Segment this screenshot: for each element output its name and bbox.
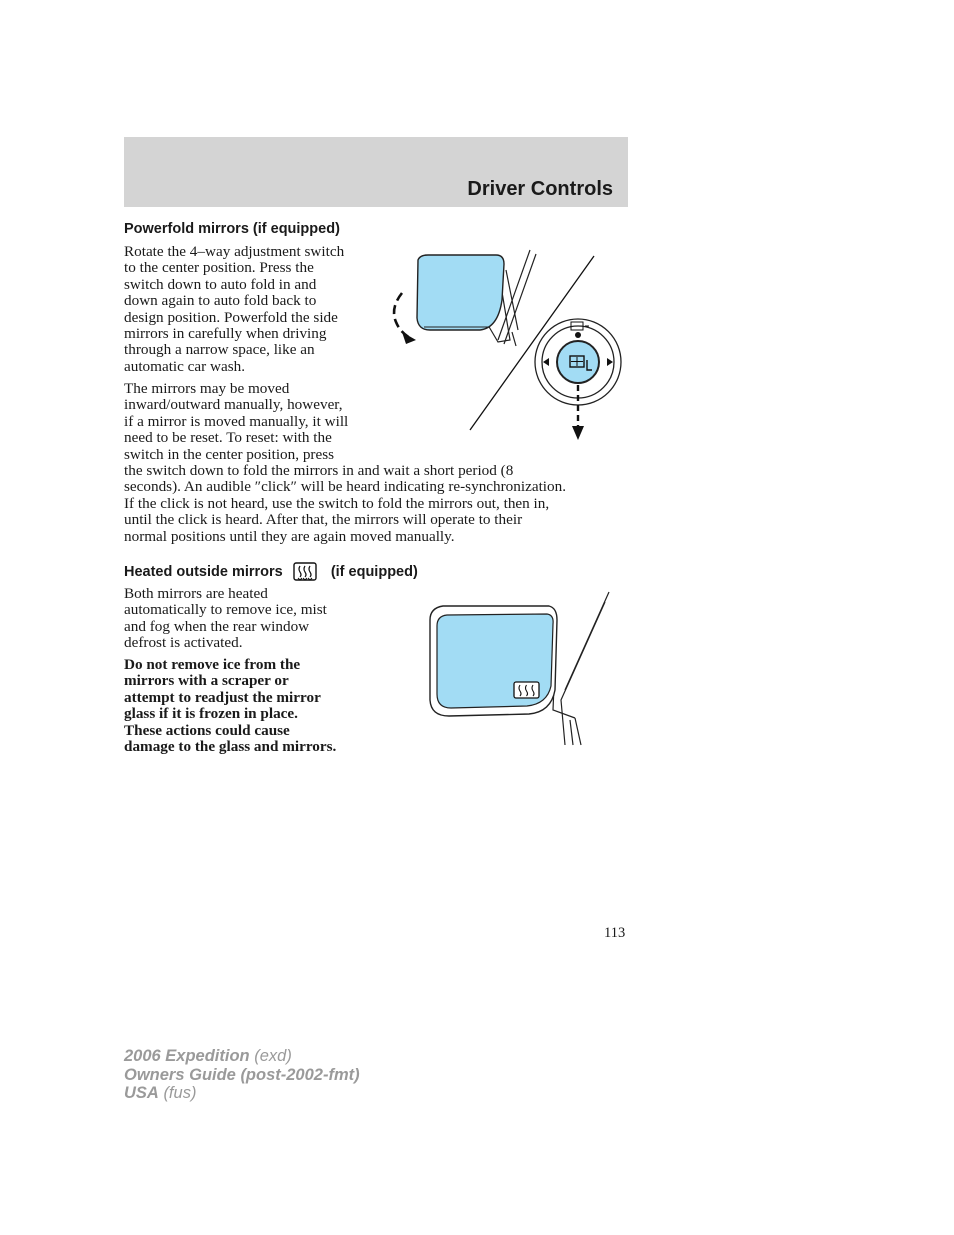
mirror-glass bbox=[417, 255, 504, 330]
page-number: 113 bbox=[604, 925, 626, 941]
mirror-defrost-icon bbox=[514, 682, 539, 698]
powerfold-mirror-illustration bbox=[380, 240, 640, 445]
heated-mirrors-heading: Heated outside mirrors (if equipped) bbox=[124, 562, 418, 582]
powerfold-paragraph-2: The mirrors may be moved inward/outward manually, however, if a mirror is moved manually, it will need to be reset. To reset: with the switch in the center position, press the switch down to fold the mirrors in and wait a short period (8 seconds). An audible ″click″ will be heard indicating re-synchronization. If the click is not heard, use the switch to fold the mirrors out, then in, until the click is heard. After that, the mirrors will operate to their normal positions until they are again moved manually. bbox=[124, 380, 566, 545]
mirror-switch-icon bbox=[535, 319, 621, 440]
rear-defrost-icon bbox=[293, 562, 317, 582]
header-band bbox=[124, 137, 628, 207]
warning-paragraph: Do not remove ice from the mirrors with a scraper or attempt to readjust the mirror glass if it is frozen in place. These actions could cause damage to the glass and mirrors. bbox=[124, 656, 337, 756]
footer: 2006 Expedition (exd) Owners Guide (post-2002-fmt) USA (fus) bbox=[124, 1047, 360, 1102]
heated-mirror-illustration bbox=[425, 590, 625, 750]
fold-arrow-icon bbox=[394, 293, 410, 338]
powerfold-paragraph-1: Rotate the 4–way adjustment switch to the center position. Press the switch down to auto fold in and down again to auto fold back to design position. Powerfold the side mirrors in carefully when driving through a narrow space, like an automatic car wash. bbox=[124, 243, 345, 375]
powerfold-heading: Powerfold mirrors (if equipped) bbox=[124, 221, 340, 237]
section-title: Driver Controls bbox=[467, 178, 613, 200]
heated-mirrors-paragraph: Both mirrors are heated automatically to remove ice, mist and fog when the rear window defrost is activated. bbox=[124, 585, 327, 652]
